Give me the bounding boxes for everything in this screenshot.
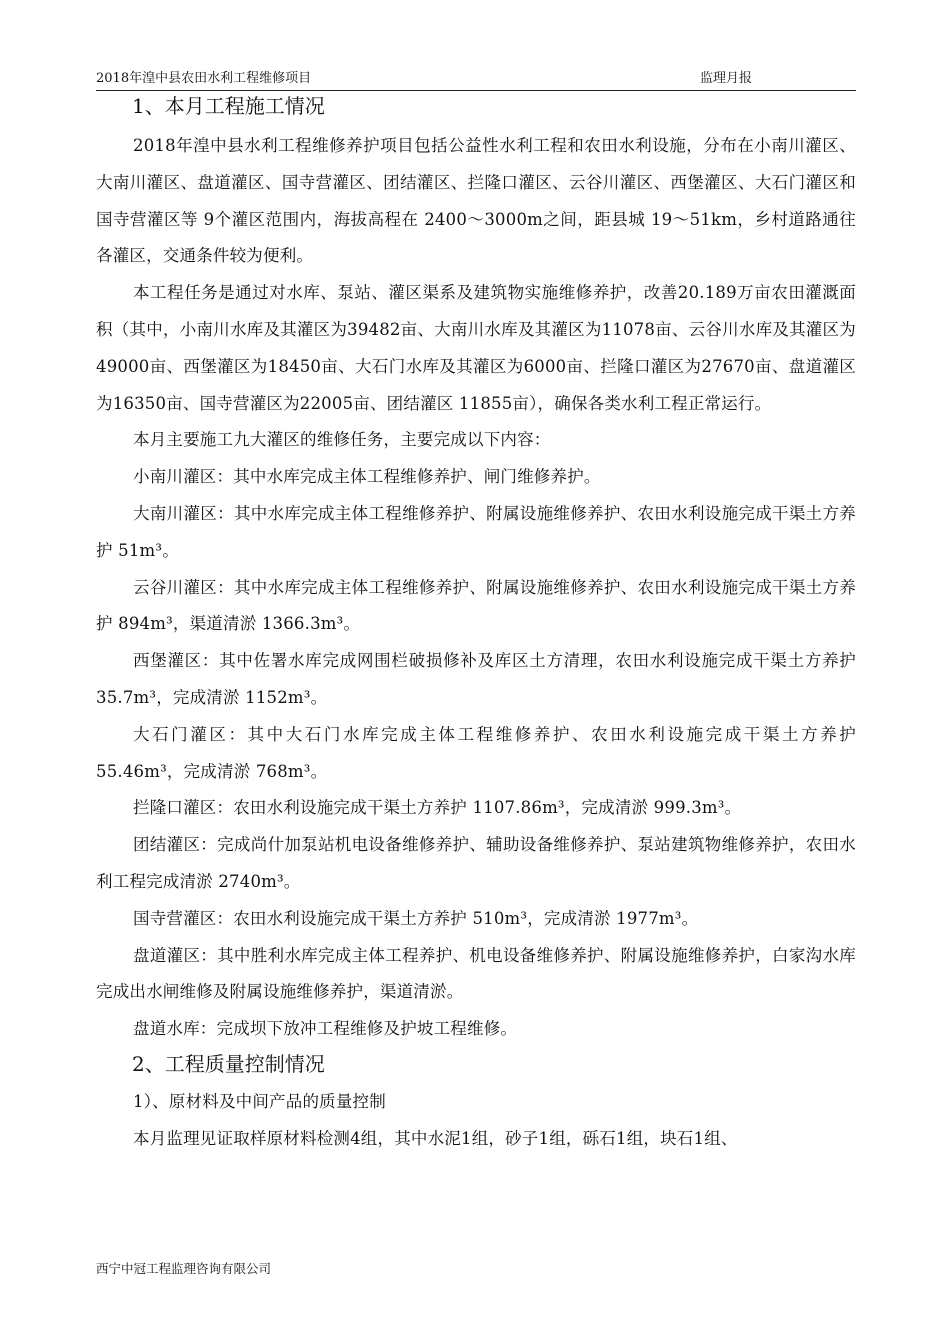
subsection-title: 1）、原材料及中间产品的质量控制	[133, 1091, 386, 1111]
paragraph: 本月监理见证取样原材料检测4组，其中水泥1组，砂子1组，砾石1组，块石1组、	[133, 1128, 738, 1148]
page-footer: 西宁中冠工程监理咨询有限公司	[96, 1261, 272, 1276]
paragraph: 团结灌区：完成尚什加泵站机电设备维修养护、辅助设备维修养护、泵站建筑物维修养护，农田水利工程完成清淤 2740m³。	[96, 835, 856, 891]
paragraph: 2018年湟中县水利工程维修养护项目包括公益性水利工程和农田水利设施，分布在小南川灌区、大南川灌区、盘道灌区、国寺营灌区、团结灌区、拦隆口灌区、云谷川灌区、西堡灌区、大石门灌区和国寺营灌区等 9个灌区范围内，海拔高程在 2400～3000m之间，距县城 19～51km，乡村道路通往各灌区，交通条件较为便利。	[96, 136, 856, 266]
header-project-title: 2018年湟中县农田水利工程维修项目	[96, 71, 312, 86]
paragraph: 西堡灌区：其中佐署水库完成网围栏破损修补及库区土方清理，农田水利设施完成干渠土方养护 35.7m³，完成清淤 1152m³。	[96, 651, 856, 707]
paragraph: 盘道水库：完成坝下放冲工程维修及护坡工程维修。	[133, 1019, 518, 1039]
paragraph: 本月主要施工九大灌区的维修任务，主要完成以下内容：	[133, 430, 551, 450]
header-report-type: 监理月报	[700, 71, 753, 86]
paragraph: 云谷川灌区：其中水库完成主体工程维修养护、附属设施维修养护、农田水利设施完成干渠土方养护 894m³，渠道清淤 1366.3m³。	[96, 577, 856, 634]
paragraph: 本工程任务是通过对水库、泵站、灌区渠系及建筑物实施维修养护，改善20.189万亩农田灌溉面积（其中，小南川水库及其灌区为39482亩、大南川水库及其灌区为11078亩、云谷川水库及其灌区为49000亩、西堡灌区为18450亩、大石门水库及其灌区为6000亩、拦隆口灌区为27670亩、盘道灌区为16350亩、国寺营灌区为22005亩、团结灌区 11855亩），确保各类水利工程正常运行。	[96, 283, 856, 413]
paragraph: 国寺营灌区：农田水利设施完成干渠土方养护 510m³，完成清淤 1977m³。	[133, 908, 699, 928]
paragraph: 大南川灌区：其中水库完成主体工程维修养护、附属设施维修养护、农田水利设施完成干渠土方养护 51m³。	[96, 503, 856, 560]
paragraph: 拦隆口灌区：农田水利设施完成干渠土方养护 1107.86m³，完成清淤 999.3m³。	[133, 798, 742, 818]
paragraph: 大石门灌区：其中大石门水库完成主体工程维修养护、农田水利设施完成干渠土方养护 55.46m³，完成清淤 768m³。	[96, 724, 856, 781]
paragraph: 盘道灌区：其中胜利水库完成主体工程养护、机电设备维修养护、附属设施维修养护，白家沟水库完成出水闸维修及附属设施维修养护，渠道清淤。	[96, 945, 856, 1002]
section-2-title: 2、工程质量控制情况	[132, 1051, 325, 1076]
page-header	[96, 70, 856, 91]
paragraph: 小南川灌区：其中水库完成主体工程维修养护、闸门维修养护。	[133, 467, 601, 487]
section-1-title: 1、本月工程施工情况	[132, 94, 325, 118]
document-body	[96, 90, 856, 1158]
